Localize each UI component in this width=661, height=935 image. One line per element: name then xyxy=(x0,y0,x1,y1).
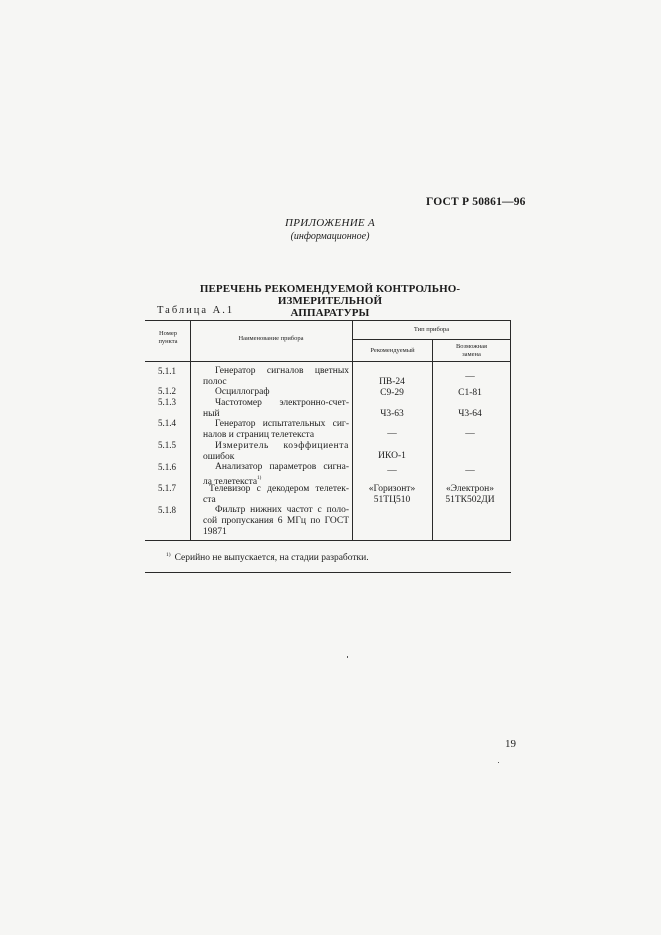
table-caption: Таблица А.1 xyxy=(157,305,235,316)
row-name-line1: Осциллограф xyxy=(215,387,270,397)
row-recommended: ПВ-24 xyxy=(379,377,405,387)
footnote-reference: 1) xyxy=(257,476,262,481)
row-item-number: 5.1.4 xyxy=(158,418,176,428)
row-replacement xyxy=(433,484,507,506)
row-item-number: 5.1.3 xyxy=(158,397,176,407)
row-name-line1: Частотомер электронно-счет- xyxy=(215,398,349,408)
scan-speck xyxy=(347,656,348,658)
row-name-line1: Анализатор параметров сигна- xyxy=(215,462,349,472)
row-item-number: 5.1.5 xyxy=(158,440,176,450)
table-right-edge xyxy=(510,320,511,540)
row-device-name xyxy=(203,441,349,463)
list-title-line2: АППАРАТУРЫ xyxy=(290,307,370,319)
document-code: ГОСТ Р 50861—96 xyxy=(426,196,526,208)
col-divider-2 xyxy=(352,320,353,540)
appendix-title: ПРИЛОЖЕНИЕ А xyxy=(284,217,376,229)
row-name-line2: сой пропускания 6 МГц по ГОСТ xyxy=(203,516,349,526)
row-recommended: ИКО-1 xyxy=(378,451,406,461)
footnote-text: Серийно не выпускается, на стадии разработки. xyxy=(174,553,369,563)
page-number: 19 xyxy=(505,738,516,750)
row-device-name xyxy=(203,484,349,506)
row-item-number: 5.1.1 xyxy=(158,366,176,376)
row-replacement: — xyxy=(465,466,475,476)
row-name-line1: Генератор сигналов цветных xyxy=(215,366,349,376)
row-device-name xyxy=(203,398,349,420)
table-top-rule xyxy=(145,320,511,321)
header-alt-line2: замена xyxy=(462,351,481,358)
footnote-mark: 1) xyxy=(166,552,171,558)
header-item-number xyxy=(148,330,188,346)
row-replacement-line1: «Электрон» xyxy=(446,484,494,494)
row-recommended: — xyxy=(387,429,397,439)
row-replacement-line2: 51ТК502ДИ xyxy=(445,495,495,505)
header-device-type: Тип прибора xyxy=(413,326,450,333)
row-name-line2: ста xyxy=(203,495,216,505)
header-item-line2: пункта xyxy=(158,338,178,345)
header-recommended: Рекомендуемый xyxy=(370,347,415,354)
row-device-name xyxy=(203,419,349,441)
row-recommended xyxy=(354,484,430,506)
scan-speck xyxy=(498,762,499,763)
header-possible-replacement xyxy=(434,343,509,359)
header-bottom-rule xyxy=(145,361,511,362)
list-title-line1: ПЕРЕЧЕНЬ РЕКОМЕНДУЕМОЙ КОНТРОЛЬНО-ИЗМЕРИТЕЛЬНОЙ xyxy=(199,283,461,307)
row-device-name xyxy=(203,505,349,538)
row-name-line1: Генератор испытательных сиг- xyxy=(215,419,349,429)
row-item-number: 5.1.2 xyxy=(158,386,176,396)
row-replacement: С1-81 xyxy=(458,388,482,398)
row-name-line2: ошибок xyxy=(203,452,235,462)
row-name-line2: ный xyxy=(203,409,220,419)
row-name-line1: Фильтр нижних частот с поло- xyxy=(215,505,349,515)
row-name-line2-text: ла телетекста xyxy=(203,477,258,487)
row-name-line2: налов и страниц телетекста xyxy=(203,430,315,440)
row-replacement: — xyxy=(465,429,475,439)
row-device-name xyxy=(203,387,349,398)
header-item-line1: Номер xyxy=(158,330,178,337)
row-replacement: — xyxy=(465,372,475,382)
col-divider-1 xyxy=(190,320,191,540)
row-device-name xyxy=(203,366,349,388)
appendix-subtitle: (информационное) xyxy=(290,231,370,242)
row-name-line1: Измеритель коэффициента xyxy=(215,441,349,451)
table-footnote xyxy=(166,552,369,563)
row-recommended-line2: 51ТЦ510 xyxy=(373,495,411,505)
row-replacement: Ч3-64 xyxy=(458,409,482,419)
table-bottom-rule xyxy=(145,540,511,541)
row-recommended: С9-29 xyxy=(380,388,404,398)
row-name-line1: Телевизор с декодером телетек- xyxy=(209,484,349,494)
row-item-number: 5.1.6 xyxy=(158,462,176,472)
row-recommended: Ч3-63 xyxy=(380,409,404,419)
header-device-name: Наименование прибора xyxy=(238,335,304,342)
row-recommended: — xyxy=(387,466,397,476)
row-item-number: 5.1.8 xyxy=(158,505,176,515)
row-name-line3: 19871 xyxy=(203,527,227,537)
row-recommended-line1: «Горизонт» xyxy=(368,484,416,494)
page-bottom-rule xyxy=(145,572,511,573)
row-item-number: 5.1.7 xyxy=(158,483,176,493)
row-name-line2: полос xyxy=(203,377,227,387)
header-alt-line1: Возможная xyxy=(455,343,488,350)
